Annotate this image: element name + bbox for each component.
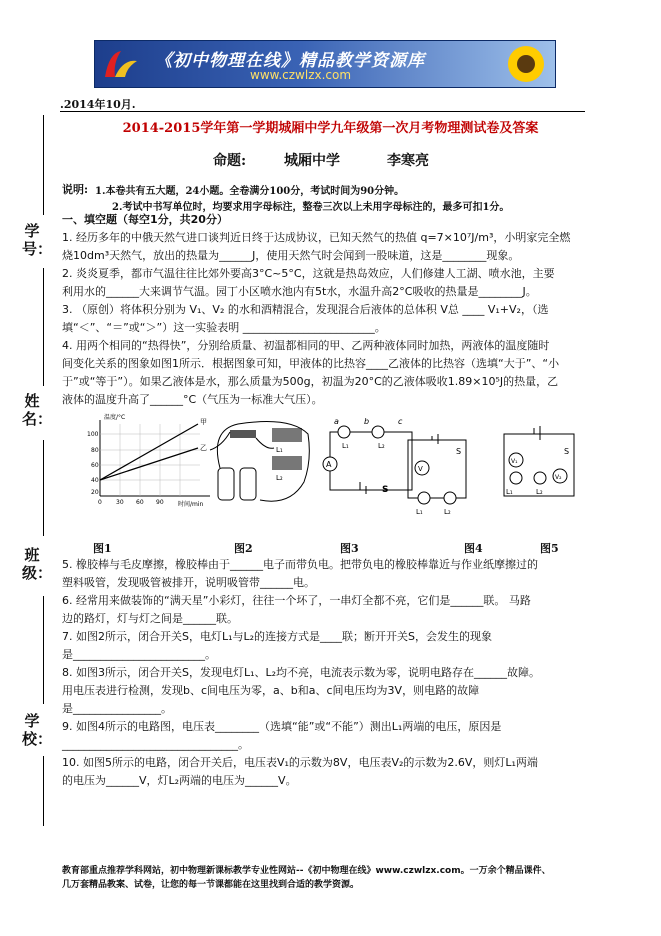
fig1-ytick: 80 (91, 447, 99, 454)
svg-text:b: b (364, 417, 370, 426)
fig1-series-jia: 甲 (200, 418, 207, 426)
fig1-ytick: 60 (91, 462, 99, 469)
binding-line (43, 268, 44, 386)
side-label-school: 学校： (22, 712, 53, 748)
figure-2-circuit (210, 422, 309, 502)
question-8-line-2: 用电压表进行检测，发现b、c间电压为零，a、b和a、c间电压均为3V，则电路的故障 (62, 684, 480, 697)
fig1-ytick: 20 (91, 489, 99, 496)
question-7-line-1: 7. 如图2所示，闭合开关S，电灯L₁与L₂的连接方式是____联；断开开关S，会发生的现象 (62, 630, 493, 643)
svg-text:a: a (334, 417, 339, 426)
svg-text:L₁: L₁ (276, 446, 283, 454)
figure-5-circuit (504, 426, 574, 496)
binding-line (43, 596, 44, 704)
sunflower-icon (505, 43, 547, 85)
question-9-line-1: 9. 如图4所示的电路图，电压表________（选填“能”或“不能”）测出L₁两端的电压，原因是 (62, 720, 502, 733)
notes-line-2: 2.考试中书写单位时，均要求用字母标注，整卷三次以上未用字母标注的，最多可扣1分。 (112, 202, 510, 213)
date-line: .2014年10月. (60, 98, 136, 111)
figure-3-circuit (323, 417, 412, 495)
question-2-line-2: 利用水的______大来调节气温。园丁小区喷水池内有5t水，水温升高2°C吸收的热量是________J。 (62, 285, 537, 298)
question-5-line-2: 塑料吸管，发现吸管被排开，说明吸管带______电。 (62, 576, 315, 589)
fig1-xtick: 90 (156, 499, 164, 506)
svg-text:L₂: L₂ (378, 442, 385, 450)
svg-text:c: c (398, 417, 403, 426)
question-4-line-4: 液体的温度升高了______°C（气压为一标准大气压）。 (62, 393, 323, 406)
question-1-line-1: 1. 经历多年的中俄天然气进口谈判近日终于达成协议，已知天然气的热值 q=7×10⁷J/m³，小明家完全燃 (62, 231, 571, 244)
author-name: 李寒亮 (387, 153, 429, 169)
svg-text:L₁: L₁ (342, 442, 349, 450)
fig1-ylabel: 温度/°C (104, 414, 126, 421)
figure-2-label: 图2 (234, 542, 253, 555)
section-heading: 一、填空题（每空1分，共20分） (62, 213, 228, 226)
header-banner (94, 40, 556, 88)
fig1-xtick: 60 (136, 499, 144, 506)
author-label: 命题: (213, 153, 247, 169)
svg-text:V₂: V₂ (555, 474, 562, 481)
series-yi-line (100, 448, 198, 480)
question-4-line-3: 于”或“等于”）。如果乙液体是水，那么质量为500g，初温为20°C的乙液体吸收1.89×10⁵J的热量，乙 (62, 375, 559, 388)
question-7-line-2: 是________________________。 (62, 648, 216, 661)
question-6-line-1: 6. 经常用来做装饰的“满天星”小彩灯，往往一个坏了，一串灯全都不亮，它们是______联。 马路 (62, 594, 531, 607)
figure-1-label: 图1 (93, 542, 112, 555)
figure-5-label: 图5 (540, 542, 559, 555)
notes-label: 说明: (62, 183, 89, 196)
binding-line (43, 440, 44, 536)
svg-text:L₂: L₂ (444, 508, 451, 516)
figures-row (60, 410, 600, 538)
svg-text:S: S (456, 447, 462, 456)
svg-text:L₂: L₂ (276, 474, 283, 482)
side-label-class: 班级： (22, 546, 53, 582)
question-3-line-1: 3. （原创）将体积分别为 V₁、V₂ 的水和酒精混合，发现混合后液体的总体积 V总 ____ V₁+V₂，（选 (62, 303, 549, 316)
question-4-line-1: 4. 用两个相同的“热得快”，分别给质量、初温都相同的甲、乙两种液体同时加热，两液体的温度随时 (62, 339, 550, 352)
fig1-xlabel: 时间/min (178, 501, 204, 508)
header-rule (60, 111, 585, 112)
footer-line-2: 几万套精品教案、试卷，让您的每一节课都能在这里找到合适的教学资源。 (62, 880, 360, 890)
side-label-name: 姓名： (22, 392, 53, 428)
footer-line-1: 教育部重点推荐学科网站，初中物理新课标教学专业性网站--《初中物理在线》www.czwlzx.com。一万余个精品课件、 (62, 866, 551, 876)
svg-text:L₂: L₂ (536, 488, 543, 496)
fig1-ytick: 40 (91, 477, 99, 484)
svg-text:L₁: L₁ (416, 508, 423, 516)
fig1-series-yi: 乙 (200, 444, 207, 452)
side-label-student-id: 学号： (22, 222, 53, 258)
binding-line (43, 115, 44, 215)
question-5-line-1: 5. 橡胶棒与毛皮摩擦，橡胶棒由于______电子而带负电。把带负电的橡胶棒靠近与作业纸摩擦过的 (62, 558, 538, 571)
question-6-line-2: 边的路灯，灯与灯之间是______联。 (62, 612, 238, 625)
banner-title: 《初中物理在线》精品教学资源库 (155, 51, 425, 71)
figure-4-label: 图4 (464, 542, 483, 555)
svg-text:S: S (564, 447, 570, 456)
page-footer (62, 864, 602, 892)
notes-line-1: 1.本卷共有五大题，24小题。全卷满分100分，考试时间为90分钟。 (95, 186, 405, 197)
question-10-line-2: 的电压为______V，灯L₂两端的电压为______V。 (62, 774, 297, 787)
binding-line (43, 756, 44, 826)
question-8-line-1: 8. 如图3所示，闭合开关S，发现电灯L₁、L₂均不亮，电流表示数为零，说明电路存在______故障。 (62, 666, 541, 679)
svg-text:L₁: L₁ (506, 488, 513, 496)
question-8-line-3: 是________________。 (62, 702, 172, 715)
figure-1-graph (87, 413, 210, 508)
svg-text:V₁: V₁ (511, 458, 518, 465)
fig1-ytick: 100 (87, 431, 99, 438)
question-1-line-2: 烧10dm³天然气，放出的热量为______J，使用天然气时会闻到一股味道，这是________现象。 (62, 249, 520, 262)
site-logo-icon (101, 47, 141, 81)
question-9-line-2: ________________________________。 (62, 738, 249, 751)
figure-4-circuit (408, 434, 466, 516)
page-title: 2014-2015学年第一学期城厢中学九年级第一次月考物理测试卷及答案 (122, 121, 539, 136)
question-4-line-2: 间变化关系的图象如图1所示．根据图象可知，甲液体的比热容____乙液体的比热容（选填“大于”、“小 (62, 357, 560, 370)
svg-text:V: V (418, 465, 423, 473)
svg-text:A: A (326, 460, 332, 469)
banner-url[interactable]: www.czwlzx.com (250, 68, 352, 82)
question-2-line-1: 2. 炎炎夏季，都市气温往往比郊外要高3°C~5°C，这就是热岛效应，人们修建人工湖、喷水池，主要 (62, 267, 555, 280)
question-3-line-2: 填“＜”、“＝”或“＞”）这一实验表明 ________________________。 (62, 321, 386, 334)
fig1-xtick: 30 (116, 499, 124, 506)
figure-3-label: 图3 (340, 542, 359, 555)
series-jia-line (100, 424, 198, 480)
question-10-line-1: 10. 如图5所示的电路，闭合开关后，电压表V₁的示数为8V，电压表V₂的示数为2.6V，则灯L₁两端 (62, 756, 538, 769)
fig1-xtick: 0 (98, 499, 102, 506)
svg-text:S: S (382, 485, 389, 495)
author-school: 城厢中学 (284, 153, 340, 169)
